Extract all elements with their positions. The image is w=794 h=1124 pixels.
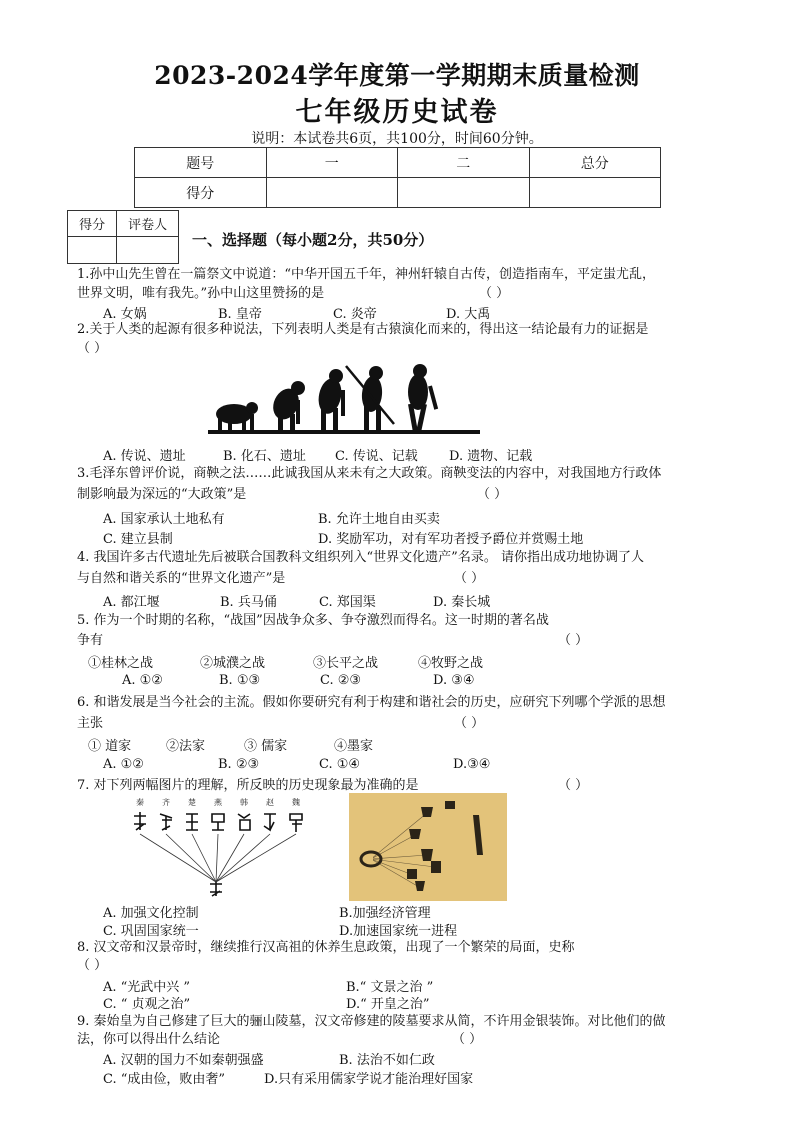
question-9-option-a[interactable]: A. 汉朝的国力不如秦朝强盛 xyxy=(103,1053,264,1068)
question-7-option-b[interactable]: B.加强经济管理 xyxy=(339,906,431,921)
question-4-option-b[interactable]: B. 兵马俑 xyxy=(220,595,277,610)
question-7-line-1: 7. 对下列两幅图片的理解，所反映的历史现象最为准确的是 xyxy=(77,778,419,793)
question-7-option-a[interactable]: A. 加强文化控制 xyxy=(103,906,199,921)
question-6-option-c[interactable]: C. ①④ xyxy=(319,757,361,772)
question-1-option-d[interactable]: D. 大禹 xyxy=(446,307,491,322)
score-table-header-number: 题号 xyxy=(135,148,267,178)
question-5-option-d[interactable]: D. ③④ xyxy=(433,673,475,688)
question-4-answer-paren[interactable]: （ ） xyxy=(454,571,485,586)
question-6-item-4: ④墨家 xyxy=(334,739,374,754)
question-1-option-a[interactable]: A. 女娲 xyxy=(103,307,147,322)
human-evolution-image xyxy=(208,364,480,440)
question-9-option-c[interactable]: C. “成由俭，败由奢” xyxy=(103,1072,226,1087)
question-7-option-c[interactable]: C. 巩固国家统一 xyxy=(103,924,199,939)
question-7-option-d[interactable]: D.加速国家统一进程 xyxy=(339,924,458,939)
question-5-option-b[interactable]: B. ①③ xyxy=(219,673,261,688)
question-8-line-1: 8. 汉文帝和汉景帝时，继续推行汉高祖的休养生息政策，出现了一个繁荣的局面，史称 xyxy=(77,940,575,955)
question-1-option-c[interactable]: C. 炎帝 xyxy=(333,307,377,322)
state-label-qi: 齐 xyxy=(162,798,170,807)
question-6-item-1: ① 道家 xyxy=(88,739,132,754)
question-5-option-c[interactable]: C. ②③ xyxy=(320,673,362,688)
question-2-option-b[interactable]: B. 化石、遗址 xyxy=(223,449,306,464)
question-5-option-a[interactable]: A. ①② xyxy=(122,673,163,688)
question-6-item-2: ②法家 xyxy=(166,739,206,754)
question-2-option-a[interactable]: A. 传说、遗址 xyxy=(103,449,186,464)
grader-table-grader-label: 评卷人 xyxy=(117,211,179,237)
question-5-item-4: ④牧野之战 xyxy=(418,656,484,671)
question-9-option-b[interactable]: B. 法治不如仁政 xyxy=(339,1053,435,1068)
question-2-line-1: 2.关于人类的起源有很多种说法，下列表明人类是有古猿演化而来的，得出这一结论最有力的证据是 xyxy=(77,322,649,337)
score-table-header-part1: 一 xyxy=(266,148,398,178)
question-3-line-2: 制影响最为深远的“大政策”是 xyxy=(77,487,247,502)
score-cell-part1[interactable] xyxy=(266,178,398,208)
question-6-option-a[interactable]: A. ①② xyxy=(103,757,144,772)
grader-table xyxy=(67,210,179,264)
question-2-option-c[interactable]: C. 传说、记载 xyxy=(335,449,418,464)
grader-name-cell[interactable] xyxy=(117,237,179,264)
question-8-option-b[interactable]: B.“ 文景之治 ” xyxy=(346,980,434,995)
question-9-line-2: 法，你可以得出什么结论 xyxy=(77,1032,221,1047)
question-1-line-1: 1.孙中山先生曾在一篇祭文中说道：“中华开国五千年，神州轩辕自古传，创造指南车，平定蚩尤乱， xyxy=(77,267,656,282)
question-1-answer-paren[interactable]: （ ） xyxy=(479,286,510,301)
exam-note: 说明：本试卷共6页，共100分，时间60分钟。 xyxy=(251,131,543,147)
state-label-qin: 秦 xyxy=(136,798,144,807)
grader-table-score-label: 得分 xyxy=(68,211,117,237)
question-6-item-3: ③ 儒家 xyxy=(244,739,288,754)
question-5-item-3: ③长平之战 xyxy=(313,656,379,671)
question-9-option-d[interactable]: D.只有采用儒家学说才能治理好国家 xyxy=(264,1072,474,1087)
question-5-line-2: 争有 xyxy=(77,633,104,648)
question-3-line-1: 3.毛泽东曾评价说，商鞅之法……此诚我国从来未有之大政策。商鞅变法的内容中，对我国地方行政体 xyxy=(77,466,662,481)
question-2-answer-paren[interactable]: （ ） xyxy=(77,341,108,356)
state-label-wei: 魏 xyxy=(292,798,300,807)
question-4-line-1: 4. 我国许多古代遗址先后被联合国教科文组织列入“世界文化遗产”名录。 请你指出成功地协调了人 xyxy=(77,550,644,565)
score-table-header-part2: 二 xyxy=(398,148,530,178)
question-6-answer-paren[interactable]: （ ） xyxy=(454,716,485,731)
exam-subtitle: 七年级历史试卷 xyxy=(295,97,499,128)
question-3-option-b[interactable]: B. 允许土地自由买卖 xyxy=(318,512,440,527)
question-3-option-c[interactable]: C. 建立县制 xyxy=(103,532,173,547)
score-table-label-score: 得分 xyxy=(135,178,267,208)
section-title: 一、选择题（每小题2分，共50分） xyxy=(192,231,434,249)
unified-coins-image xyxy=(349,793,507,901)
question-8-option-c[interactable]: C. “ 贞观之治” xyxy=(103,997,191,1012)
score-table-header-total: 总分 xyxy=(529,148,661,178)
question-3-option-a[interactable]: A. 国家承认土地私有 xyxy=(103,512,225,527)
score-cell-total[interactable] xyxy=(529,178,661,208)
question-8-option-d[interactable]: D.“ 开皇之治” xyxy=(346,997,430,1012)
grader-score-cell[interactable] xyxy=(68,237,117,264)
question-8-option-a[interactable]: A. “光武中兴 ” xyxy=(103,980,191,995)
question-4-option-d[interactable]: D. 秦长城 xyxy=(433,595,491,610)
state-label-yan: 燕 xyxy=(214,798,222,807)
question-4-option-a[interactable]: A. 都江堰 xyxy=(103,595,160,610)
question-1-line-2: 世界文明，唯有我先。”孙中山这里赞扬的是 xyxy=(77,286,325,301)
exam-title: 2023-2024学年度第一学期期末质量检测 xyxy=(154,61,640,90)
question-6-option-d[interactable]: D.③④ xyxy=(453,757,491,772)
state-label-chu: 楚 xyxy=(188,798,196,807)
question-5-item-2: ②城濮之战 xyxy=(200,656,266,671)
score-cell-part2[interactable] xyxy=(398,178,530,208)
question-9-line-1: 9. 秦始皇为自己修建了巨大的骊山陵墓，汉文帝修建的陵墓要求从简，不许用金银装饰。对比他们的做 xyxy=(77,1014,666,1029)
state-label-zhao: 赵 xyxy=(266,798,274,807)
question-6-line-2: 主张 xyxy=(77,716,104,731)
question-1-option-b[interactable]: B. 皇帝 xyxy=(218,307,262,322)
question-3-option-d[interactable]: D. 奖励军功，对有军功者授予爵位并赏赐土地 xyxy=(318,532,584,547)
question-5-line-1: 5. 作为一个时期的名称，“战国”因战争众多、争夺激烈而得名。这一时期的著名战 xyxy=(77,613,549,628)
question-6-option-b[interactable]: B. ②③ xyxy=(218,757,260,772)
question-4-option-c[interactable]: C. 郑国渠 xyxy=(319,595,376,610)
question-7-answer-paren[interactable]: （ ） xyxy=(558,778,589,793)
question-4-line-2: 与自然和谐关系的“世界文化遗产”是 xyxy=(77,571,286,586)
question-2-option-d[interactable]: D. 遗物、记载 xyxy=(449,449,533,464)
question-8-answer-paren[interactable]: （ ） xyxy=(77,958,108,973)
question-9-answer-paren[interactable]: （ ） xyxy=(452,1032,483,1047)
question-5-item-1: ①桂林之战 xyxy=(88,656,154,671)
question-3-answer-paren[interactable]: （ ） xyxy=(477,487,508,502)
question-6-line-1: 6. 和谐发展是当今社会的主流。假如你要研究有利于构建和谐社会的历史，应研究下列哪个学派的思想 xyxy=(77,695,666,710)
seven-states-script-image xyxy=(128,796,308,898)
question-5-answer-paren[interactable]: （ ） xyxy=(558,633,589,648)
score-table xyxy=(134,147,661,208)
state-label-han: 韩 xyxy=(240,798,248,807)
